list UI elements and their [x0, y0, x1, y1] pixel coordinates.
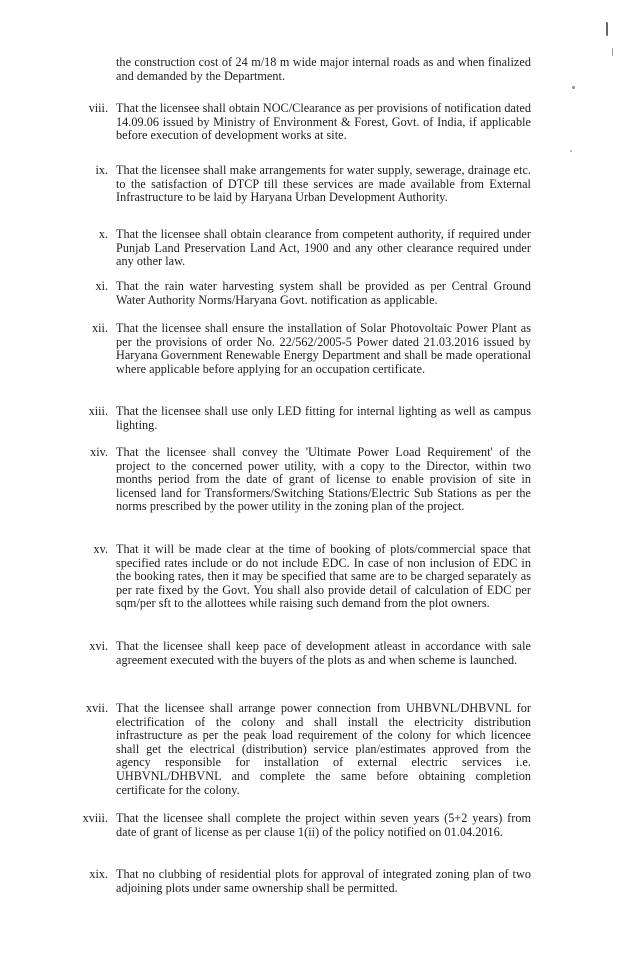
- item-number: xi.: [95, 279, 108, 293]
- item-number: xv.: [93, 542, 108, 556]
- item-text: That the licensee shall convey the 'Ultimate Power Load Requirement' of the project to the concerned power utility, with a copy to the Director, within two months period from the date of grant of license to enable provision of site in licensed land for Transformers/Switching Stations/Electric Sub Stations as per the norms prescribed by the power utility in the zoning plan of the project.: [116, 445, 531, 514]
- item-text: That the licensee shall obtain NOC/Clearance as per provisions of notification dated 14.09.06 issued by Ministry of Environment & Forest, Govt. of India, if applicable before execution of development works at site.: [116, 101, 531, 143]
- scan-speck: [612, 48, 613, 56]
- item-text: That the licensee shall make arrangements for water supply, sewerage, drainage etc. to the satisfaction of DTCP till these services are made available from External Infrastructure to be laid by Haryana Urban Development Authority.: [116, 163, 531, 205]
- item-number: xix.: [89, 867, 108, 881]
- scan-speck: [572, 86, 575, 89]
- item-number: xiv.: [90, 445, 108, 459]
- item-text: That it will be made clear at the time of booking of plots/commercial space that specified rates include or do not include EDC. In case of non inclusion of EDC in the booking rates, then it may be specified that same are to be charged separately as per rate fixed by the Govt. You shall also provide detail of calculation of EDC per sqm/per sft to the allottees while raising such demand from the plot owners.: [116, 542, 531, 611]
- scan-speck: [606, 22, 608, 36]
- item-number: x.: [98, 227, 108, 241]
- item-text: That the licensee shall keep pace of development atleast in accordance with sale agreement executed with the buyers of the plots as and when scheme is launched.: [116, 639, 531, 667]
- scan-speck: [570, 150, 572, 152]
- item-number: xviii.: [82, 811, 108, 825]
- item-text: That the licensee shall obtain clearance from competent authority, if required under Punjab Land Preservation Land Act, 1900 and any other clearance required under any other law.: [116, 227, 531, 269]
- item-number: xii.: [92, 321, 108, 335]
- item-text: That the licensee shall use only LED fitting for internal lighting as well as campus lighting.: [116, 404, 531, 432]
- item-text: That the licensee shall complete the project within seven years (5+2 years) from date of grant of license as per clause 1(ii) of the policy notified on 01.04.2016.: [116, 811, 531, 839]
- item-number: xvii.: [85, 701, 108, 715]
- item-text: That the rain water harvesting system shall be provided as per Central Ground Water Authority Norms/Haryana Govt. notification as applicable.: [116, 279, 531, 307]
- item-number: ix.: [95, 163, 108, 177]
- item-text: That the licensee shall arrange power connection from UHBVNL/DHBVNL for electrification of the colony and shall install the electricity distribution infrastructure as per the peak load requirement of the colony for which licencee shall get the electrical (distribution) service plan/estimates approved from the agency responsible for installation of external electric services i.e. UHBVNL/DHBVNL and complete the same before obtaining completion certificate for the colony.: [116, 701, 531, 797]
- item-number: viii.: [88, 101, 108, 115]
- item-text: That the licensee shall ensure the installation of Solar Photovoltaic Power Plant as per the provisions of order No. 22/562/2005-5 Power dated 21.03.2016 issued by Haryana Government Renewable Energy Department and shall be made operational where applicable before applying for an occupation certificate.: [116, 321, 531, 376]
- item-text: That no clubbing of residential plots for approval of integrated zoning plan of two adjoining plots under same ownership shall be permitted.: [116, 867, 531, 895]
- item-number: xiii.: [88, 404, 108, 418]
- continuation-paragraph: the construction cost of 24 m/18 m wide major internal roads as and when finalized and demanded by the Department.: [116, 55, 531, 83]
- item-number: xvi.: [89, 639, 108, 653]
